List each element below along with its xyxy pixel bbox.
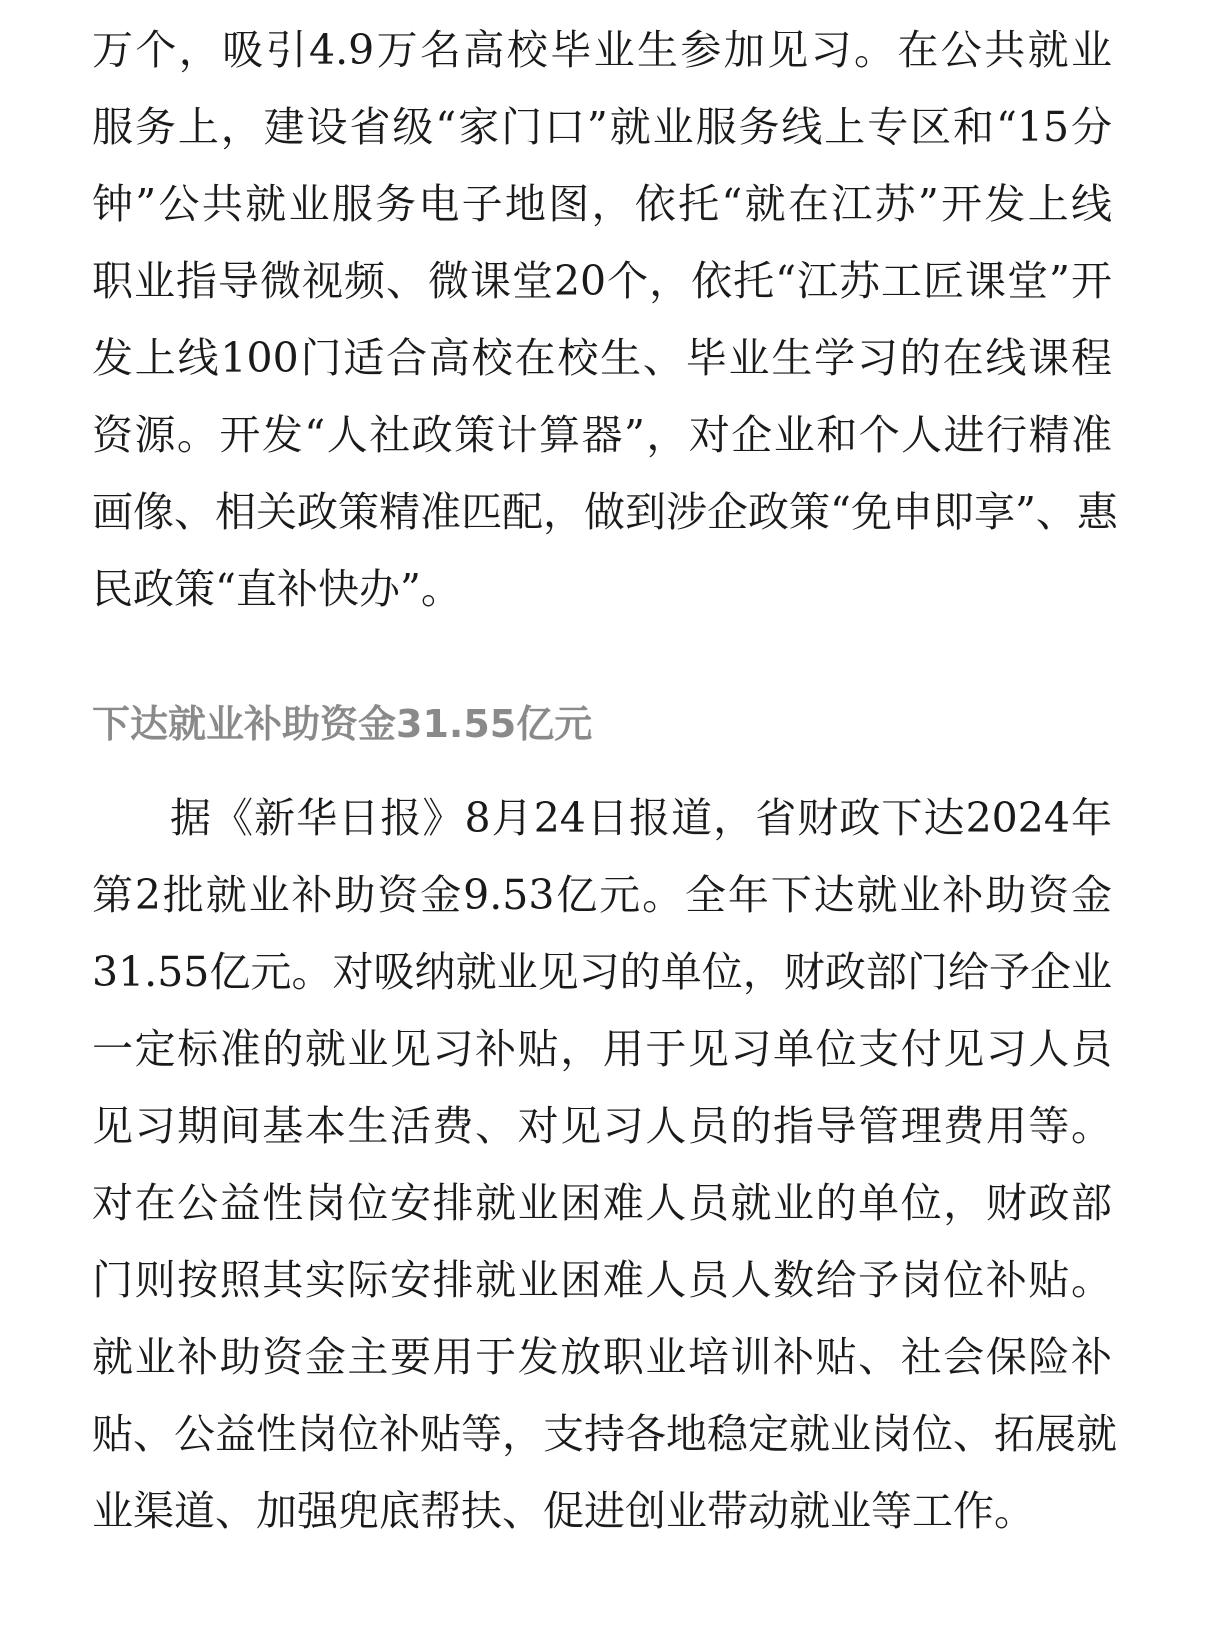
paragraph-line: 见习期间基本生活费、对见习人员的指导管理费用等。 [92,1102,1112,1150]
paragraph-line: 发上线100门适合高校在校生、毕业生学习的在线课程 [92,334,1112,382]
paragraph-line: 一定标准的就业见习补贴，用于见习单位支付见习人员 [92,1025,1112,1073]
paragraph-line: 据《新华日报》8月24日报道，省财政下达2024年 [170,794,1112,842]
paragraph-line: 职业指导微视频、微课堂20个，依托“江苏工匠课堂”开 [92,257,1112,305]
paragraph-line: 万个，吸引4.9万名高校毕业生参加见习。在公共就业 [92,26,1112,74]
paragraph-line: 业渠道、加强兜底帮扶、促进创业带动就业等工作。 [92,1487,1035,1535]
paragraph-line: 民政策“直补快办”。 [92,565,462,613]
paragraph-line: 服务上，建设省级“家门口”就业服务线上专区和“15分 [92,103,1112,151]
paragraph-line: 画像、相关政策精准匹配，做到涉企政策“免申即享”、惠 [92,488,1118,536]
paragraph-line: 资源。开发“人社政策计算器”，对企业和个人进行精准 [92,411,1112,459]
paragraph-line: 就业补助资金主要用于发放职业培训补贴、社会保险补 [92,1333,1112,1381]
paragraph-line: 门则按照其实际安排就业困难人员人数给予岗位补贴。 [92,1256,1112,1304]
paragraph-line: 第2批就业补助资金9.53亿元。全年下达就业补助资金 [92,871,1112,919]
section-heading: 下达就业补助资金31.55亿元 [92,702,593,746]
paragraph-line: 31.55亿元。对吸纳就业见习的单位，财政部门给予企业 [92,948,1112,996]
paragraph-line: 对在公益性岗位安排就业困难人员就业的单位，财政部 [92,1179,1112,1227]
paragraph-line: 钟”公共就业服务电子地图，依托“就在江苏”开发上线 [92,180,1112,228]
paragraph-line: 贴、公益性岗位补贴等，支持各地稳定就业岗位、拓展就 [92,1410,1117,1458]
